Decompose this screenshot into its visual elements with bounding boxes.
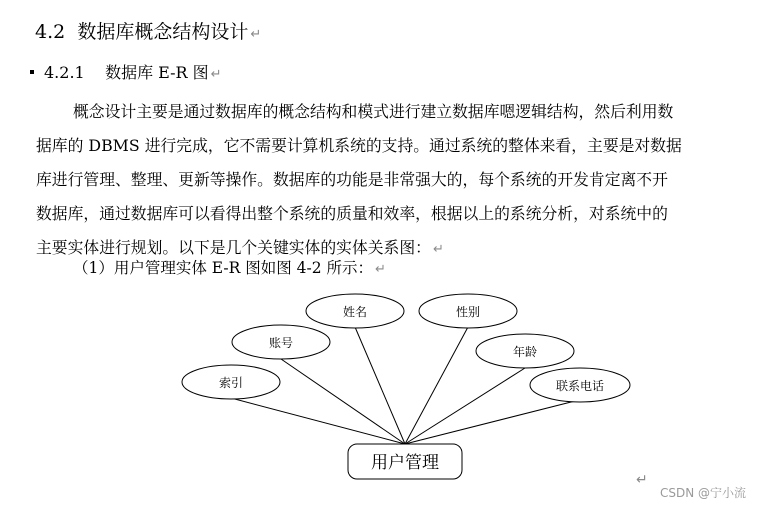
- attribute-label: 账号: [268, 336, 294, 350]
- paragraph-line-text: 主要实体进行规划。以下是几个关键实体的实体关系图：: [36, 238, 431, 257]
- paragraph-line: 据库的 DBMS 进行完成，它不需要计算机系统的支持。通过系统的整体来看，主要是对数据: [36, 136, 682, 155]
- paragraph-line: 数据库，通过数据库可以看得出整个系统的质量和效率，根据以上的系统分析，对系统中的: [36, 204, 668, 223]
- paragraph-mark-icon: ↵: [432, 242, 444, 257]
- connector-line: [405, 368, 525, 444]
- entity-label: 用户管理: [371, 453, 439, 473]
- attribute-label: 性别: [455, 305, 481, 319]
- paragraph-mark-icon: ↵: [250, 27, 262, 42]
- connector-line: [405, 401, 575, 444]
- attribute-gender: [419, 294, 517, 328]
- connector-line: [231, 398, 405, 444]
- attribute-label: 姓名: [342, 305, 368, 319]
- connector-line: [405, 327, 468, 444]
- figure-intro-text: （1）用户管理实体 E-R 图如图 4-2 所示：: [73, 259, 374, 277]
- paragraph-line: 库进行管理、整理、更新等操作。数据库的功能是非常强大的，每个系统的开发肯定离不开: [36, 170, 668, 189]
- attribute-index: [182, 365, 280, 399]
- paragraph-mark-icon: ↵: [210, 67, 222, 82]
- section-number: 4.2: [35, 21, 66, 43]
- entity-user-management: [348, 444, 462, 479]
- attribute-age: [476, 334, 574, 368]
- attribute-label: 年龄: [512, 345, 538, 359]
- paragraph-line: 概念设计主要是通过数据库的概念结构和模式进行建立数据库嗯逻辑结构，然后利用数: [73, 102, 674, 121]
- subsection-number: 4.2.1: [44, 63, 85, 82]
- attribute-name: [306, 294, 404, 328]
- section-title: 数据库概念结构设计: [77, 21, 249, 43]
- attribute-label: 索引: [218, 376, 244, 390]
- subsection-title: 数据库 E-R 图: [105, 63, 209, 82]
- paragraph-mark-icon: ↵: [375, 262, 386, 277]
- source-watermark: CSDN @宁小流: [660, 486, 747, 500]
- paragraph-mark-icon: ↵: [636, 472, 648, 488]
- attribute-phone: [530, 368, 630, 402]
- attribute-account: [232, 325, 330, 359]
- attribute-label: 联系电话: [555, 379, 605, 393]
